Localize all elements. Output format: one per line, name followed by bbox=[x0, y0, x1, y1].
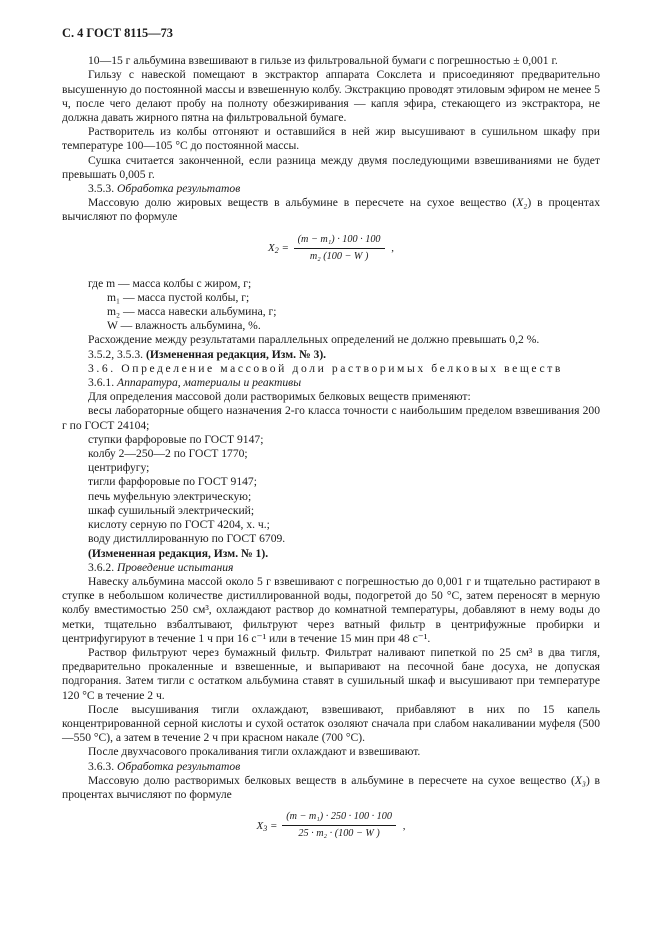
paragraph: Гильзу с навеской помещают в экстрактор аппарата Сокслета и присоединяют предварительно высушенную до постоянной массы и взвешенную колбу. Экстракцию проводят этиловым эфиром не менее 5 ч, после чего делают пробу на полноту обезжиривания — капля эфира, стекающего из экстрактора, не должна давать жирного пятна на фильтровальной бумаге. bbox=[62, 68, 600, 125]
formula-tail: , bbox=[402, 819, 406, 832]
paragraph: После двухчасового прокаливания тигли охлаждают и взвешивают. bbox=[88, 745, 421, 759]
amendment-note bbox=[62, 348, 600, 362]
var-definition: m₁ — масса пустой колбы, г; bbox=[107, 290, 250, 304]
var-definition: W — влажность альбумина, %. bbox=[107, 319, 261, 333]
symbol: X₂ bbox=[516, 196, 528, 210]
section-heading bbox=[62, 760, 600, 774]
paragraph bbox=[62, 774, 600, 802]
paragraph: Навеску альбумина массой около 5 г взвешивают с погрешностью до 0,001 г и тщательно растирают в ступке в небольшом количестве дистиллированной воды, подогретой до 50 °С, затем переносят в мерную колбу вместимостью 250 см³, охлаждают раствор до комнатной температуры, добавляют в нему воды до метки, тщательно взбалтывают, фильтруют через ватный фильтр в центрифужные пробирки и центрифугируют в течение 1 ч при 16 с⁻¹ или в течение 15 мин при 48 с⁻¹. bbox=[62, 574, 600, 645]
formula-lhs bbox=[257, 819, 278, 833]
list-item: колбу 2—250—2 по ГОСТ 1770; bbox=[88, 447, 248, 461]
page-header: С. 4 ГОСТ 8115—73 bbox=[62, 26, 173, 40]
formula-fraction bbox=[282, 810, 396, 841]
text-run: Массовую долю растворимых белковых веществ в альбумине в пересчете на сухое вещество ( bbox=[88, 773, 575, 787]
list-item: кислоту серную по ГОСТ 4204, х. ч.; bbox=[88, 518, 270, 532]
formula-subscript: 3 bbox=[263, 823, 268, 833]
section-number: 3.5.3. bbox=[88, 182, 115, 196]
list-item: шкаф сушильный электрический; bbox=[88, 503, 255, 517]
section-number: 3.6.1. bbox=[88, 376, 115, 390]
paragraph bbox=[62, 196, 600, 224]
text-run: где bbox=[88, 276, 104, 290]
formula-denominator: 25 · m₂ · (100 − W ) bbox=[298, 828, 380, 840]
list-item: ступки фарфоровые по ГОСТ 9147; bbox=[88, 432, 264, 446]
formula-equals: = bbox=[270, 819, 278, 832]
text-run: ) в процентах вычисляют по формуле bbox=[62, 196, 600, 224]
formula-fraction bbox=[294, 233, 385, 264]
paragraph: Сушка считается законченной, если разница между двумя последующими взвешиваниями не будет превышать 0,005 г. bbox=[62, 153, 600, 181]
section-heading bbox=[62, 561, 600, 575]
paragraph: 10—15 г альбумина взвешивают в гильзе из фильтровальной бумаги с погрешностью ± 0,001 г. bbox=[88, 54, 558, 68]
section-heading bbox=[62, 182, 600, 196]
var-definition: m — масса колбы с жиром, г; bbox=[106, 276, 252, 290]
section-title: Проведение испытания bbox=[117, 560, 234, 574]
text-run: Массовую долю жировых веществ в альбумине в пересчете на сухое вещество ( bbox=[88, 196, 517, 210]
list-item: воду дистиллированную по ГОСТ 6709. bbox=[88, 532, 286, 546]
document-page bbox=[62, 26, 600, 854]
paragraph: Растворитель из колбы отгоняют и оставшийся в ней жир высушивают в сушильном шкафу при температуре 100—105 °С до постоянной массы. bbox=[62, 125, 600, 153]
section-title: Обработка результатов bbox=[117, 759, 241, 773]
formula-numerator: (m − m₁) · 100 · 100 bbox=[294, 233, 385, 249]
formula-subscript: 2 bbox=[274, 246, 279, 256]
symbol: X₃ bbox=[574, 773, 586, 787]
section-number: 3.6.2. bbox=[88, 560, 115, 574]
paragraph: Для определения массовой доли растворимых белковых веществ применяют: bbox=[88, 390, 471, 404]
amendment-label: (Измененная редакция, Изм. № 1). bbox=[88, 546, 269, 560]
formula-equals: = bbox=[281, 242, 289, 255]
section-heading bbox=[62, 376, 600, 390]
paragraph: Расхождение между результатами параллельных определений не должно превышать 0,2 %. bbox=[88, 333, 540, 347]
list-item: центрифугу; bbox=[88, 461, 150, 475]
list-item: тигли фарфоровые по ГОСТ 9147; bbox=[88, 475, 257, 489]
formula-fat bbox=[62, 233, 600, 267]
paragraph: весы лабораторные общего назначения 2-го класса точности с наибольшим пределом взвешивания 200 г по ГОСТ 24104; bbox=[62, 404, 600, 432]
var-where bbox=[62, 277, 600, 291]
formula-symbol: X bbox=[256, 819, 264, 832]
formula-symbol: X bbox=[267, 242, 275, 255]
formula-numerator: (m − m₁) · 250 · 100 · 100 bbox=[282, 810, 396, 826]
var-definition: m₂ — масса навески альбумина, г; bbox=[107, 305, 277, 319]
text-run: 3.5.2, 3.5.3. bbox=[88, 347, 144, 361]
paragraph: Раствор фильтруют через бумажный фильтр. Фильтрат наливают пипеткой по 25 см³ в два тигля, предварительно прокаленные и взвешенные, и выпаривают на песочной бане досуха, не допуская подгорания. Затем тигли с остатком альбумина ставят в сушильный шкаф и высушивают при температуре 120 °С в течение 2 ч. bbox=[62, 645, 600, 702]
section-title: Обработка результатов bbox=[117, 182, 241, 196]
amendment-label: (Измененная редакция, Изм. № 3). bbox=[145, 347, 327, 361]
paragraph: После высушивания тигли охлаждают, взвешивают, прибавляют в них по 15 капель концентрированной серной кислоты и сухой остаток озоляют сначала при слабом накаливании муфеля (500—550 °С), а затем в течение 2 ч при красном накале (700 °С). bbox=[62, 702, 600, 745]
section-title: Аппаратура, материалы и реактивы bbox=[117, 376, 302, 390]
formula-lhs bbox=[268, 241, 289, 255]
list-item: печь муфельную электрическую; bbox=[88, 489, 252, 503]
formula-protein bbox=[62, 810, 600, 844]
section-heading: 3.6. Определение массовой доли растворимых белковых веществ bbox=[88, 361, 563, 375]
formula-denominator: m₂ (100 − W ) bbox=[309, 250, 369, 262]
section-number: 3.6.3. bbox=[88, 759, 115, 773]
text-run: ) в процентах вычисляют по формуле bbox=[62, 773, 601, 801]
formula-tail: , bbox=[391, 242, 395, 255]
